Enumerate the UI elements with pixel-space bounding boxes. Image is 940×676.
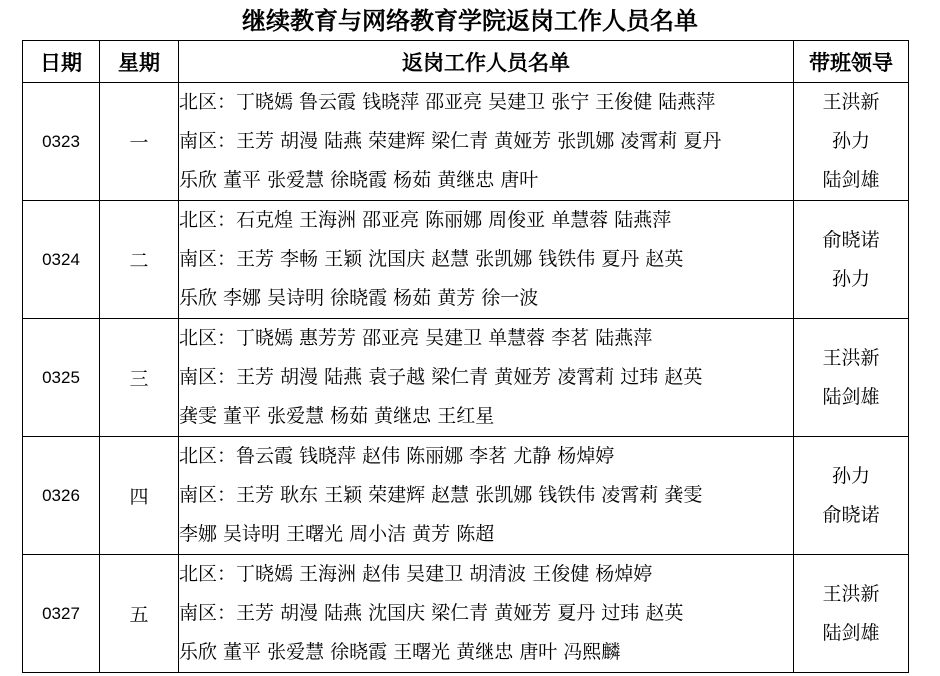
staff-line: 北区：丁晓嫣 王海洲 赵伟 吴建卫 胡清波 王俊健 杨焯婷 (179, 563, 653, 585)
weekday-cell: 二 (100, 201, 179, 319)
staff-cell (179, 437, 794, 555)
staff-line: 龚雯 董平 张爱慧 杨茹 黄继忠 王红星 (179, 405, 495, 427)
leaders-cell (794, 201, 909, 319)
leaders-cell (794, 319, 909, 437)
staff-column-header: 返岗工作人员名单 (179, 41, 794, 83)
leader-name: 孙力 (831, 130, 870, 152)
staff-line: 北区：丁晓嫣 鲁云霞 钱晓萍 邵亚亮 吴建卫 张宁 王俊健 陆燕萍 (179, 91, 716, 113)
header-row (23, 41, 909, 83)
staff-line: 北区：丁晓嫣 惠芳芳 邵亚亮 吴建卫 单慧蓉 李茗 陆燕萍 (179, 327, 653, 349)
leader-name: 王洪新 (822, 346, 880, 369)
page-title: 继续教育与网络教育学院返岗工作人员名单 (242, 6, 698, 35)
date-column-header: 日期 (23, 41, 100, 83)
date-cell: 0325 (23, 319, 100, 437)
staff-cell (179, 319, 794, 437)
staff-line: 乐欣 李娜 吴诗明 徐晓霞 杨茹 黄芳 徐一波 (179, 287, 539, 309)
leader-name: 俞晓诺 (822, 228, 880, 251)
weekday-cell: 五 (100, 555, 179, 673)
weekday-cell: 三 (100, 319, 179, 437)
duty-roster-table (22, 40, 909, 673)
staff-cell (179, 555, 794, 673)
leader-name: 王洪新 (822, 582, 880, 605)
leader-name: 王洪新 (822, 91, 880, 113)
date-cell: 0323 (23, 83, 100, 201)
leaders-cell (794, 437, 909, 555)
staff-cell (179, 201, 794, 319)
leaders-column-header: 带班领导 (794, 41, 909, 83)
table-row (23, 319, 909, 437)
table-row (23, 437, 909, 555)
table-row (23, 83, 909, 201)
date-cell: 0324 (23, 201, 100, 319)
date-cell: 0326 (23, 437, 100, 555)
staff-line: 北区：石克煌 王海洲 邵亚亮 陈丽娜 周俊亚 单慧蓉 陆燕萍 (179, 209, 672, 231)
weekday-cell: 四 (100, 437, 179, 555)
leaders-cell (794, 555, 909, 673)
staff-line: 南区：王芳 李畅 王颖 沈国庆 赵慧 张凯娜 钱铁伟 夏丹 赵英 (179, 248, 684, 270)
staff-line: 南区：王芳 耿东 王颖 荣建辉 赵慧 张凯娜 钱铁伟 凌霄莉 龚雯 (179, 484, 703, 506)
leader-name: 陆剑雄 (822, 621, 880, 644)
staff-line: 乐欣 董平 张爱慧 徐晓霞 杨茹 黄继忠 唐叶 (179, 169, 539, 191)
table-row (23, 201, 909, 319)
weekday-cell: 一 (100, 83, 179, 201)
leader-name: 陆剑雄 (822, 385, 880, 408)
leader-name: 孙力 (831, 267, 870, 290)
staff-line: 北区：鲁云霞 钱晓萍 赵伟 陈丽娜 李茗 尤静 杨焯婷 (179, 445, 615, 467)
staff-line: 李娜 吴诗明 王曙光 周小洁 黄芳 陈超 (179, 523, 495, 545)
leader-name: 俞晓诺 (822, 503, 880, 526)
leader-name: 陆剑雄 (822, 169, 880, 191)
staff-line: 南区：王芳 胡漫 陆燕 沈国庆 梁仁青 黄娅芳 夏丹 过玮 赵英 (179, 602, 684, 624)
date-cell: 0327 (23, 555, 100, 673)
leaders-cell (794, 83, 909, 201)
staff-line: 南区：王芳 胡漫 陆燕 袁子越 梁仁青 黄娅芳 凌霄莉 过玮 赵英 (179, 366, 703, 388)
leader-name: 孙力 (831, 464, 870, 487)
staff-line: 南区：王芳 胡漫 陆燕 荣建辉 梁仁青 黄娅芳 张凯娜 凌霄莉 夏丹 (179, 130, 722, 152)
table-row (23, 555, 909, 673)
staff-line: 乐欣 董平 张爱慧 徐晓霞 王曙光 黄继忠 唐叶 冯熙麟 (179, 641, 621, 663)
staff-cell (179, 83, 794, 201)
weekday-column-header: 星期 (100, 41, 179, 83)
